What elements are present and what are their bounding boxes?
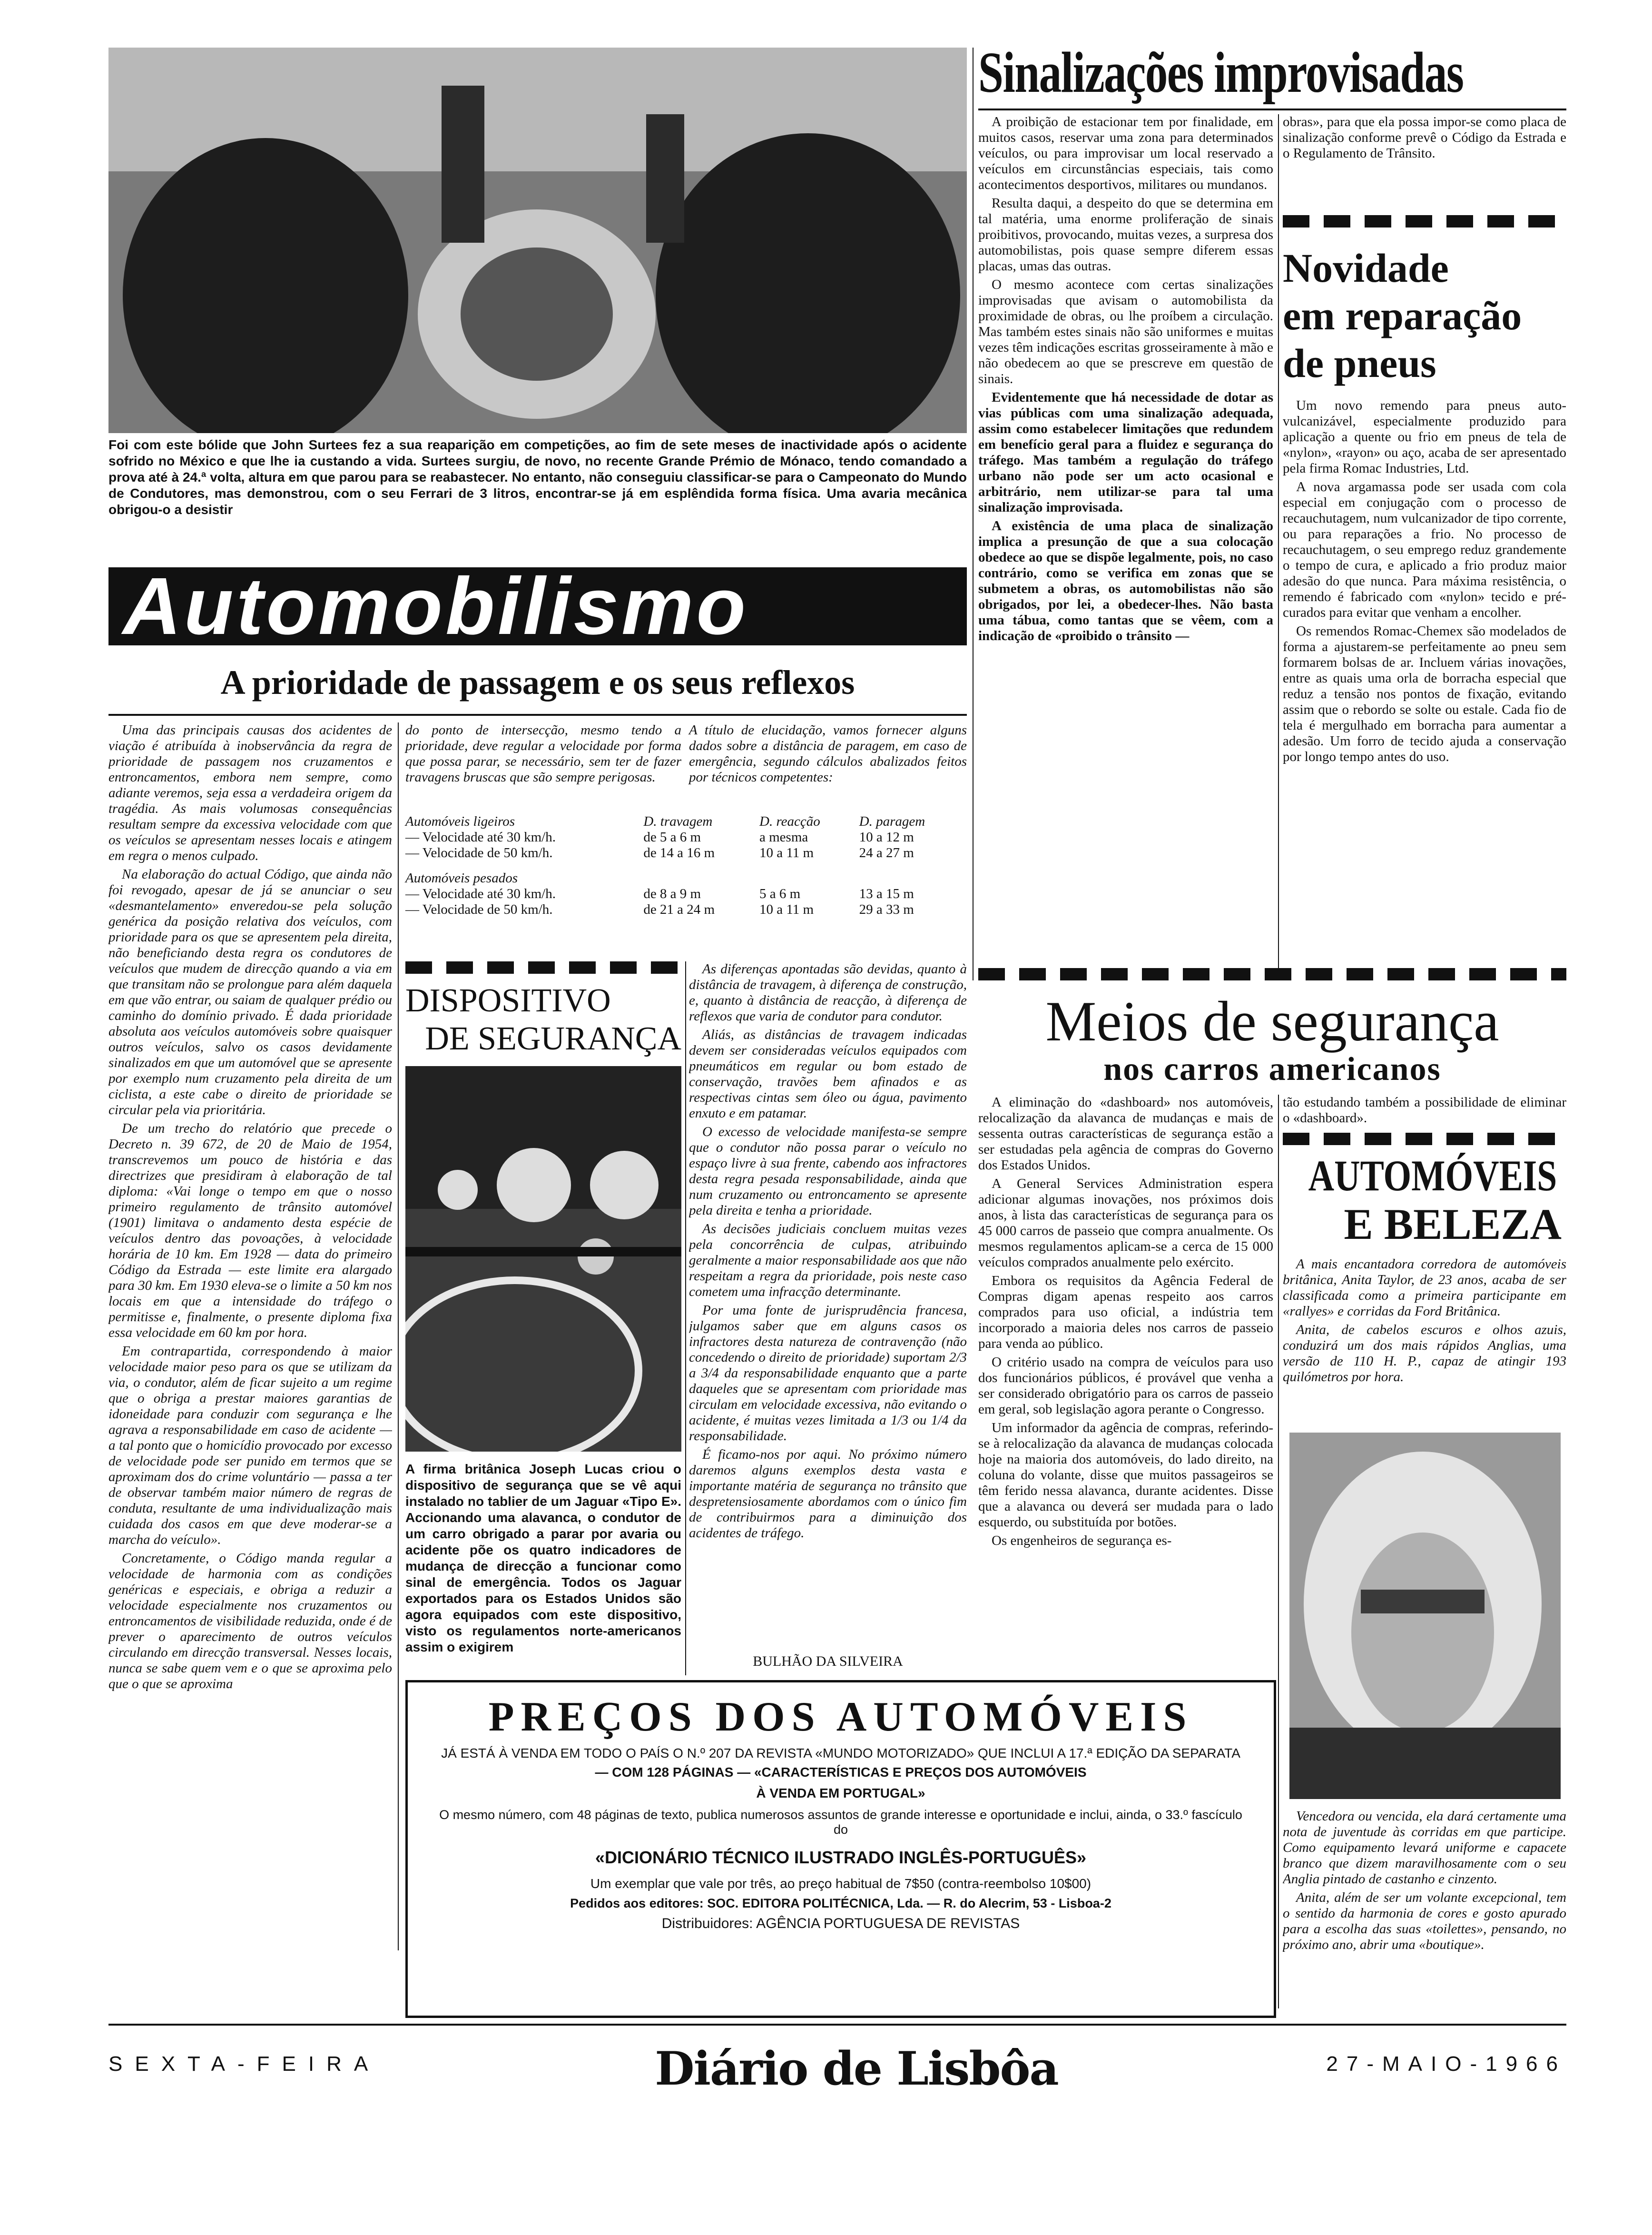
paragraph: Em contrapartida, correspondendo à maior velocidade maior peso para os que se utilizam da via, o condutor, além de ficar sujeito a um regime que o obriga a prestar maiores garantias de idoneidade para conduzir com segurança e lhe agrava a responsabilidade em caso de acidente — a tal ponto que o homicídio provocado por excesso de velocidade pode ser punido em termos que se aproximam dos do crime voluntário — passa a ter de observar também maior número de regras de conduta, resultante de uma individualização mais cuidada dos casos em que deve moderar-se a marcha do veículo». [108,1344,392,1547]
ad-line: — COM 128 PÁGINAS — «CARACTERÍSTICAS E PREÇOS DOS AUTOMÓVEIS [595,1765,1087,1780]
ad-line: Distribuidores: AGÊNCIA PORTUGUESA DE REVISTAS [661,1916,1020,1931]
meios-col1 [978,1095,1273,1671]
paragraph: Concretamente, o Código manda regular a velocidade de harmonia com as condições genéricas e especiais, e obriga a reduzir a velocidade especialmente nos cruzamentos ou entroncamentos de visibilidade reduzida, onde é de prever o aparecimento de outros veículos circulando em direcção transversal. Nesses locais, nunca se sabe quem vem e o que se aproxima pelo que o que se aproxima [108,1551,392,1691]
novidade-body [1283,398,1566,959]
novidade-title-2: em reparação [1283,293,1522,338]
ad-line: À VENDA EM PORTUGAL» [756,1786,925,1800]
table-cell: de 14 a 16 m [643,845,715,860]
masthead: Diário de Lisbôa [655,2042,1058,2096]
column-rule [398,722,399,1950]
paragraph: Anita, além de ser um volante excepcional, tem o sentido da harmonia de cores e gosto apurado para a escolha das suas «toilettes», pensando, no próximo ano, abrir uma «boutique». [1283,1890,1566,1952]
paragraph: De um trecho do relatório que precede o Decreto n. 39 672, de 20 de Maio de 1954, transcrevemos um pouco de história e das directrizes que presidiram à elaboração de tal diploma: «Vai longe o tempo em que o nosso primeiro regulamento de trânsito automóvel (1901) limitava o andamento desta espécie de veículos dentro das povoações, à velocidade horária de 10 km. Em 1928 — data do primeiro Código da Estrada — este limite era alargado para 30 km. Em 1930 eleva-se o limite a 50 km nos locais em que a intensidade do tráfego o permitisse e, finalmente, o presente diploma fixa essa velocidade em 60 km por hora. [108,1121,392,1340]
paragraph: Na elaboração do actual Código, que ainda não foi revogado, apesar de já se anunciar o seu «desmantelamento» enveredou-se pela solução genérica da posição relativa dos veículos, com prioridade para os que se apresentem pela direita, não beneficiando desta regra os condutores de veículos que mudem de direcção quando a via em que transitam não se prolongue para além daquela em que vão entrar, ou saiam de qualquer prédio ou caminho do domínio privado. É dada prioridade absoluta aos veículos automóveis sobre quaisquer outros veículos, salvo os casos devidamente sinalizados em que um automóvel que se apresente por exemplo num cruzamento pela direita de um ciclista, a este cabe o direito de prioridade se circular pela via prioritária. [108,867,392,1118]
ad-line: Um exemplar que vale por três, ao preço habitual de 7$50 (contra-reembolso 10$00) [590,1876,1092,1891]
paragraph: A proibição de estacionar tem por finalidade, em muitos casos, reservar uma zona para determinados veículos, ou para improvisar um local reservado a veículos em circunstâncias especiais, tais como acontecimentos desportivos, militares ou mundanos. [978,114,1273,192]
paragraph: A mais encantadora corredora de automóveis britânica, Anita Taylor, de 23 anos, acaba de ser classificada como a primeira participante em «rallyes» e corridas da Ford Britânica. [1283,1256,1566,1319]
table-cell: — Velocidade de 50 km/h. [405,902,553,917]
paragraph: A eliminação do «dashboard» nos automóveis, relocalização da alavanca de mudanças e mais de sessenta outras características de segurança estão a ser estudadas pela agência de compras do Governo dos Estados Unidos. [978,1095,1273,1173]
paragraph: As decisões judiciais concluem muitas vezes pela concorrência de culpas, atribuindo geralmente a maior responsabilidade aos que não respeitam a regra da prioridade, pois neste caso cometem uma infracção determinante. [689,1221,967,1299]
paragraph: Aliás, as distâncias de travagem indicadas devem ser consideradas veículos equipados com pneumáticos em regular ou bom estado de conservação, travões bem afinados e as respectivas cintas sem óleo ou água, pavimento enxuto e em patamar. [689,1027,967,1121]
section-divider [1283,215,1566,227]
table-cell: — Velocidade de 50 km/h. [405,845,553,860]
paragraph: As diferenças apontadas são devidas, quanto à distância de travagem, à diferença de construção, e, quanto à distância de reacção, à diferença de reflexos que varia de condutor para condutor. [689,961,967,1024]
jaguar-dashboard-photo [405,1066,681,1452]
beleza-title-2: E BELEZA [1344,1200,1562,1248]
paragraph: Um novo remendo para pneus auto-vulcanizável, especialmente produzido para aplicação a quente ou frio em pneus de tela de «nylon», «rayon» ou aço, acaba de ser apresentado pela firma Romac Industries, Ltd. [1283,398,1566,476]
paragraph: Vencedora ou vencida, ela dará certamente uma nota de juventude às corridas em que participe. Como equipamento levará uniforme e capacete branco que dizem maravilhosamente com o seu Anglia pintado de castanho e cinzento. [1283,1809,1566,1887]
table-row [405,830,967,845]
footer-day: SEXTA-FEIRA [108,2052,381,2076]
photo-caption: Foi com este bólide que John Surtees fez a sua reaparição em competições, ao fim de sete meses de inactividade após o acidente sofrido no México e que lhe ia custando a vida. Surtees surgiu, de novo, no recente Grande Prémio de Mónaco, tendo comandado a prova até à 24.ª volta, altura em que parou para se reabastecer. No entanto, não conseguiu classificar-se para o Campeonato do Mundo de Condutores, mas demonstrou, com o seu Ferrari de 3 litros, encontrar-se já em esplêndida forma física. Uma avaria mecânica obrigou-o a desistir [108,437,967,517]
ad-line: «DICIONÁRIO TÉCNICO ILUSTRADO INGLÊS-PORTUGUÊS» [595,1848,1087,1867]
section-divider [978,968,1566,980]
meios-col2: tão estudando também a possibilidade de eliminar o «dashboard». [1283,1095,1566,1126]
surtees-car-photo [108,48,967,433]
dispositivo-caption: A firma britânica Joseph Lucas criou o dispositivo de segurança que se vê aqui instalado no tablier de um Jaguar «Tipo E». Accionando uma alavanca, o condutor de um carro obrigado a parar por avaria ou acidente põe os quatro indicadores de mudança de direcção a funcionar como sinal de emergência. Todos os Jaguar exportados para os Estados Unidos são agora equipados com este dispositivo, visto os regulamentos norte-americanos assim o exigirem [405,1462,681,1654]
novidade-title-3: de pneus [1283,340,1436,386]
paragraph: Embora os requisitos da Agência Federal de Compras digam apenas respeito aos carros comprados para uso oficial, a indústria tem incorporado a maioria deles nos carros de passeio para venda ao público. [978,1273,1273,1351]
column-rule [1278,1095,1279,2008]
article1-byline: BULHÃO DA SILVEIRA [753,1653,903,1669]
table-cell: 5 a 6 m [759,886,801,901]
paragraph: Anita, de cabelos escuros e olhos azuis, conduzirá um dos mais rápidos Anglias, uma versão de 110 H. P., capaz de atingir 193 quilómetros por hora. [1283,1322,1566,1385]
ad-line: Pedidos aos editores: SOC. EDITORA POLITÉCNICA, Lda. — R. do Alecrim, 53 - Lisboa-2 [570,1896,1111,1910]
paragraph: É ficamo-nos por aqui. No próximo número daremos alguns exemplos desta vasta e importante matéria de segurança no trânsito que despretensiosamente abordamos com o único fim de contribuirmos para a diminuição dos acidentes de tráfego. [689,1447,967,1541]
table-cell: de 8 a 9 m [643,886,701,901]
banner-title: Automobilismo [123,561,749,652]
table-cell: 10 a 11 m [759,845,814,860]
meios-title-2: nos carros americanos [1103,1051,1441,1088]
table-cell: 24 a 27 m [859,845,914,860]
table-row [405,902,967,918]
table-cell: a mesma [759,830,808,845]
paragraph: Resulta daqui, a despeito do que se determina em tal matéria, uma enorme proliferação de sinais proibitivos, provocando, muitas vezes, a surpresa dos automobilistas, pois quase sempre diferem essas placas, umas das outras. [978,196,1273,274]
section-divider [1283,1133,1566,1145]
paragraph: Uma das principais causas dos acidentes de viação é atribuída à inobservância da regra de prioridade de passagem nos cruzamentos e entroncamentos, embora nem sempre, como adiante veremos, seja essa a verdadeira origem da tragédia. As mais volumosas consequências resultam sempre da excessiva velocidade com que os veículos se apresentam nesses locais e atingem em regra o menos culpado. [108,722,392,863]
automobilismo-banner [108,561,967,652]
sinalizacoes-title: Sinalizações improvisadas [978,40,1464,105]
table-cell: 13 a 15 m [859,886,914,901]
article1-top-mid: do ponto de intersecção, mesmo tendo a prioridade, deve regular a velocidade por forma que possa parar, se necessário, sem ter de fazer travagens bruscas que são sempre perigosas. [405,722,681,785]
table-header: D. paragem [859,814,925,829]
table-cell: — Velocidade até 30 km/h. [405,830,556,845]
paragraph: A nova argamassa pode ser usada com cola especial em conjugação com o processo de recauchutagem, num vulcanizador de tipo corrente, ou para reparações a frio. No processo de recauchutagem, o seu emprego reduz grandemente o tempo de cura, e aplicado a frio produz maior adesão do que nunca. Para máxima resistência, o remendo é fabricado com «nylon» tecido e pré-curados para evitar que venham a encolher. [1283,479,1566,620]
table-group-row [405,861,967,886]
table-row [405,886,967,902]
paragraph: O excesso de velocidade manifesta-se sempre que o condutor não possa parar o veículo no espaço livre à sua frente, cabendo aos infractores desta regra pesada responsabilidade, ainda que num cruzamento ou entroncamento se apresente pela direita e tenha a prioridade. [689,1124,967,1218]
dispositivo-title-1: DISPOSITIVO [405,982,611,1019]
table-group-label: Automóveis pesados [405,870,518,886]
table-cell: 10 a 12 m [859,830,914,845]
meios-title-1: Meios de segurança [1045,989,1499,1053]
article1-col3 [689,961,967,1652]
sinalizacoes-col1 [978,114,1273,961]
beleza-intro [1283,1256,1566,1388]
column-rule [685,961,686,1675]
ad-line: O mesmo número, com 48 páginas de texto, publica numerosos assuntos de grande interesse e oportunidade e inclui, ainda, o 33.º fascículo do [439,1808,1242,1837]
beleza-after [1283,1809,1566,2008]
paragraph: Os remendos Romac-Chemex são modelados de forma a ajustarem-se perfeitamente ao pneu sem formarem bolsas de ar. Incluem várias inovações, entre as quais uma orla de borracha especial que reduz a tensão nos pontos de fixação, evitando assim que o rebordo se solte ou estale. Cada fio de tela é mergulhado em borracha para aumentar a adesão. Um forro de tecido ajuda a conservação por longo tempo antes do uso. [1283,623,1566,764]
table-cell: de 21 a 24 m [643,902,715,917]
dispositivo-title-2: DE SEGURANÇA [425,1020,681,1057]
table-cell: 10 a 11 m [759,902,814,917]
paragraph: Um informador da agência de compras, referindo-se à relocalização da alavanca de mudanças colocada hoje na maioria dos automóveis, do lado direito, na coluna do volante, disse que muitos passageiros se têm ferido nessa alavanca, durante acidentes. Disse que a alavanca ou deverá ser mudada para o lado esquerdo, ou substituída por botões. [978,1420,1273,1530]
main-headline: A prioridade de passagem e os seus reflexos [220,663,855,702]
article1-col1 [108,722,392,1950]
novidade-title-1: Novidade [1283,245,1449,291]
beleza-title-1: AUTOMÓVEIS [1308,1151,1557,1200]
footer-date: 27-MAIO-1966 [1326,2052,1566,2076]
paragraph: Os engenheiros de segurança es- [992,1533,1172,1548]
table-header: Automóveis ligeiros [405,814,515,829]
table-cell: — Velocidade até 30 km/h. [405,886,556,901]
paragraph: Por uma fonte de jurisprudência francesa, julgamos saber que em alguns casos os infractores desta natureza de contravenção (não concedendo o direito de prioridade) suportam 2/3 a 3/4 da responsabilidade enquanto que a parte daqueles que se apresentam com prioridade mas circulam em velocidade excessiva, não evitando o acidente, é muitas vezes limitada a 1/3 ou 1/4 da responsabilidade. [689,1303,967,1444]
paragraph: A General Services Administration espera adicionar algumas inovações, nos próximos dois anos, à lista das características de segurança para os 45 000 carros de passeio que compra anualmente. Os mesmos regulamentos aplicam-se a cerca de 15 000 veículos comprados anualmente pelo exército. [978,1176,1273,1270]
column-rule [1278,114,1279,971]
table-header: D. reacção [759,814,820,829]
section-divider [405,961,681,974]
ad-line: JÁ ESTÁ À VENDA EM TODO O PAÍS O N.º 207 DA REVISTA «MUNDO MOTORIZADO» QUE INCLUI A 17.ª EDIÇÃO DA SEPARATA [441,1746,1240,1760]
paragraph: O mesmo acontece com certas sinalizações improvisadas que avisam o automobilista da proximidade de obras, ou lhe proíbem a circulação. Mas também estes sinais não são uniformes e muitas vezes têm indicações escritas grosseiramente à mão e não obedecem ao que se prescreve em questão de sinais. [978,277,1273,386]
anita-taylor-photo [1289,1433,1561,1799]
footer-rule [108,2024,1566,2026]
table-cell: 29 a 33 m [859,902,914,917]
stopping-distance-table [405,814,967,918]
sinalizacoes-col2: obras», para que ela possa impor-se como placa de sinalização conforme prevê o Código da Estrada e o Regulamento de Trânsito. [1283,114,1566,161]
table-cell: de 5 a 6 m [643,830,701,845]
article1-top-right: A título de elucidação, vamos fornecer alguns dados sobre a distância de paragem, em caso de emergência, segundo cálculos abalizados feitos por técnicos competentes: [689,722,967,785]
paragraph: A existência de uma placa de sinalização implica a presunção de que a sua colocação obedece ao que se dispõe legalmente, pois, no caso contrário, como se verifica em zonas que se submetem a obras, os automobilistas não são obrigados, por lei, a obedecer-lhes. Não basta uma tábua, como tantas que se vêem, com a indicação de «proibido o trânsito — [978,518,1273,643]
title-rule [978,109,1566,110]
precos-advertisement [405,1680,1276,2018]
headline-rule [108,714,967,716]
ad-title: PREÇOS DOS AUTOMÓVEIS [488,1694,1193,1740]
paragraph: Evidentemente que há necessidade de dotar as vias públicas com uma sinalização adequada, assim como estabelecer limitações que redundem em benefício geral para a fluidez e segurança do tráfego. Mas também a regulação do tráfego urbano não pode ser um acto ocasional e arbitrário, nem utilizar-se para tal uma sinalização improvisada. [978,390,1273,515]
column-rule [973,48,974,980]
table-row [405,845,967,861]
paragraph: O critério usado na compra de veículos para uso dos funcionários públicos, é provável que venha a ser considerado obrigatório para os carros de passeio em geral, sob legislação agora perante o Congresso. [978,1355,1273,1417]
table-header-row [405,814,967,830]
table-header: D. travagem [643,814,713,829]
